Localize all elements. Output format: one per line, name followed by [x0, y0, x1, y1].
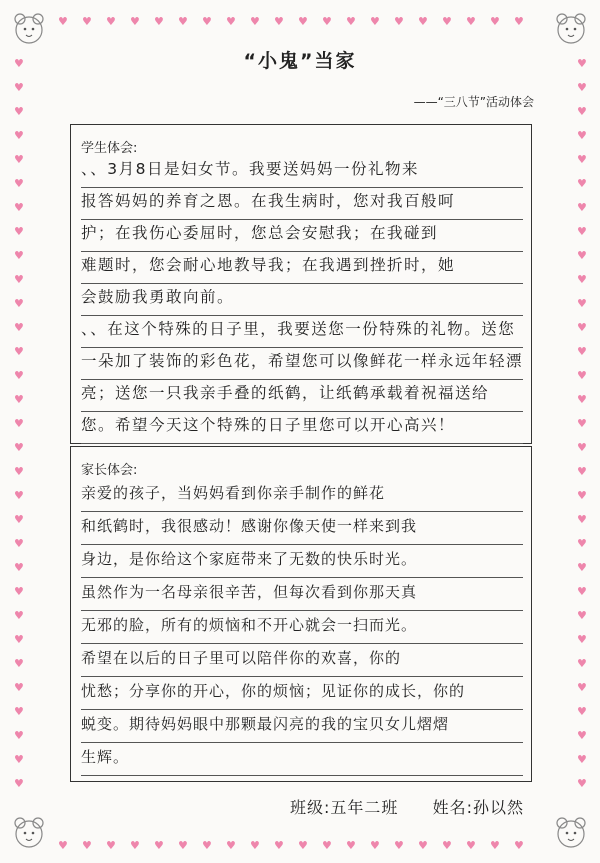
- heart-icon: ♥: [577, 585, 587, 598]
- heart-icon: ♥: [14, 201, 24, 214]
- heart-icon: ♥: [14, 321, 24, 334]
- heart-icon: ♥: [202, 839, 212, 852]
- heart-icon: ♥: [514, 15, 524, 28]
- student-reflection-box: [70, 124, 532, 444]
- heart-icon: ♥: [14, 153, 24, 166]
- heart-icon: ♥: [14, 609, 24, 622]
- heart-icon: ♥: [298, 839, 308, 852]
- heart-icon: ♥: [322, 15, 332, 28]
- heart-icon: ♥: [14, 753, 24, 766]
- heart-icon: ♥: [490, 839, 500, 852]
- student-line: 护；在我伤心委屈时，您总会安慰我；在我碰到: [81, 219, 523, 252]
- name-value: 孙以然: [473, 798, 525, 817]
- heart-icon: ♥: [577, 729, 587, 742]
- heart-icon: ♥: [202, 15, 212, 28]
- heart-icon: ♥: [577, 753, 587, 766]
- heart-icon: ♥: [577, 57, 587, 70]
- parent-reflection-box: [70, 446, 532, 782]
- heart-icon: ♥: [14, 393, 24, 406]
- parent-line: 和纸鹤时，我很感动！感谢你像天使一样来到我: [81, 512, 523, 545]
- heart-icon: ♥: [14, 177, 24, 190]
- heart-icon: ♥: [274, 839, 284, 852]
- parent-section-label: 家长体会:: [81, 463, 138, 478]
- heart-icon: ♥: [106, 15, 116, 28]
- heart-icon: ♥: [298, 15, 308, 28]
- heart-icon: ♥: [14, 417, 24, 430]
- heart-icon: ♥: [14, 57, 24, 70]
- heart-icon: ♥: [577, 345, 587, 358]
- heart-icon: ♥: [14, 345, 24, 358]
- page-subtitle: ——“三八节”活动体会: [413, 95, 534, 109]
- bear-doodle-icon: [550, 812, 592, 854]
- heart-icon: ♥: [577, 633, 587, 646]
- heart-icon: ♥: [250, 839, 260, 852]
- heart-icon: ♥: [577, 561, 587, 574]
- heart-icon: ♥: [577, 657, 587, 670]
- heart-icon: ♥: [577, 177, 587, 190]
- student-line: 亮；送您一只我亲手叠的纸鹤，让纸鹤承载着祝福送给: [81, 379, 523, 412]
- heart-icon: ♥: [14, 297, 24, 310]
- heart-icon: ♥: [577, 297, 587, 310]
- heart-icon: ♥: [577, 441, 587, 454]
- heart-icon: ♥: [154, 839, 164, 852]
- parent-line: 忧愁；分享你的开心，你的烦恼；见证你的成长，你的: [81, 677, 523, 710]
- parent-line: 身边，是你给这个家庭带来了无数的快乐时光。: [81, 545, 523, 578]
- heart-icon: ♥: [577, 417, 587, 430]
- heart-icon: ♥: [14, 537, 24, 550]
- heart-icon: ♥: [130, 839, 140, 852]
- heart-icon: ♥: [82, 839, 92, 852]
- heart-icon: ♥: [226, 839, 236, 852]
- heart-icon: ♥: [178, 839, 188, 852]
- heart-icon: ♥: [14, 105, 24, 118]
- heart-icon: ♥: [394, 839, 404, 852]
- parent-line: 蜕变。期待妈妈眼中那颗最闪亮的我的宝贝女儿熠熠: [81, 710, 523, 743]
- heart-icon: ♥: [466, 839, 476, 852]
- parent-line: 亲爱的孩子，当妈妈看到你亲手制作的鲜花: [81, 479, 523, 512]
- heart-icon: ♥: [14, 441, 24, 454]
- heart-icon: ♥: [82, 15, 92, 28]
- heart-icon: ♥: [577, 465, 587, 478]
- student-line: 、、在这个特殊的日子里，我要送您一份特殊的礼物。送您: [81, 315, 523, 348]
- page-title: “小鬼”当家: [243, 50, 357, 72]
- heart-icon: ♥: [577, 81, 587, 94]
- heart-icon: ♥: [577, 681, 587, 694]
- heart-icon: ♥: [466, 15, 476, 28]
- heart-icon: ♥: [418, 15, 428, 28]
- heart-icon: ♥: [442, 15, 452, 28]
- heart-icon: ♥: [14, 561, 24, 574]
- heart-icon: ♥: [130, 15, 140, 28]
- heart-icon: ♥: [14, 273, 24, 286]
- bear-doodle-icon: [550, 8, 592, 50]
- heart-icon: ♥: [577, 777, 587, 790]
- heart-icon: ♥: [577, 705, 587, 718]
- heart-icon: ♥: [14, 777, 24, 790]
- bear-doodle-icon: [8, 8, 50, 50]
- heart-icon: ♥: [106, 839, 116, 852]
- heart-icon: ♥: [226, 15, 236, 28]
- student-line: 、、3月8日是妇女节。我要送妈妈一份礼物来: [81, 155, 523, 188]
- heart-icon: ♥: [14, 369, 24, 382]
- heart-icon: ♥: [577, 249, 587, 262]
- parent-line: 生辉。: [81, 743, 523, 776]
- heart-icon: ♥: [418, 839, 428, 852]
- heart-icon: ♥: [346, 839, 356, 852]
- heart-icon: ♥: [14, 681, 24, 694]
- heart-icon: ♥: [577, 201, 587, 214]
- heart-icon: ♥: [577, 489, 587, 502]
- student-line: 难题时，您会耐心地教导我；在我遇到挫折时，她: [81, 251, 523, 284]
- heart-icon: ♥: [250, 15, 260, 28]
- signature-line: [290, 795, 524, 818]
- heart-icon: ♥: [58, 15, 68, 28]
- heart-icon: ♥: [14, 585, 24, 598]
- student-line: 会鼓励我勇敢向前。: [81, 283, 523, 316]
- student-line: 报答妈妈的养育之恩。在我生病时，您对我百般呵: [81, 187, 523, 220]
- heart-icon: ♥: [442, 839, 452, 852]
- student-line: 一朵加了装饰的彩色花，希望您可以像鲜花一样永远年轻漂: [81, 347, 523, 380]
- heart-icon: ♥: [14, 489, 24, 502]
- heart-icon: ♥: [577, 129, 587, 142]
- heart-icon: ♥: [14, 225, 24, 238]
- heart-icon: ♥: [274, 15, 284, 28]
- heart-icon: ♥: [14, 657, 24, 670]
- class-value: 五年二班: [330, 798, 399, 817]
- heart-icon: ♥: [577, 153, 587, 166]
- heart-icon: ♥: [346, 15, 356, 28]
- parent-line: 无邪的脸，所有的烦恼和不开心就会一扫而光。: [81, 611, 523, 644]
- heart-icon: ♥: [577, 537, 587, 550]
- heart-icon: ♥: [14, 129, 24, 142]
- name-label: 姓名:: [432, 798, 474, 817]
- heart-icon: ♥: [490, 15, 500, 28]
- bear-doodle-icon: [8, 812, 50, 854]
- heart-icon: ♥: [14, 729, 24, 742]
- heart-icon: ♥: [14, 705, 24, 718]
- heart-icon: ♥: [154, 15, 164, 28]
- heart-icon: ♥: [14, 465, 24, 478]
- heart-icon: ♥: [577, 273, 587, 286]
- heart-icon: ♥: [577, 609, 587, 622]
- parent-line: 虽然作为一名母亲很辛苦，但每次看到你那天真: [81, 578, 523, 611]
- class-label: 班级:: [290, 798, 331, 817]
- heart-icon: ♥: [394, 15, 404, 28]
- heart-icon: ♥: [58, 839, 68, 852]
- heart-icon: ♥: [14, 633, 24, 646]
- heart-icon: ♥: [577, 393, 587, 406]
- student-line: 您。希望今天这个特殊的日子里您可以开心高兴！: [81, 411, 523, 444]
- heart-icon: ♥: [322, 839, 332, 852]
- heart-icon: ♥: [14, 513, 24, 526]
- heart-icon: ♥: [577, 225, 587, 238]
- heart-icon: ♥: [370, 15, 380, 28]
- heart-icon: ♥: [514, 839, 524, 852]
- heart-icon: ♥: [14, 249, 24, 262]
- heart-icon: ♥: [14, 81, 24, 94]
- student-section-label: 学生体会:: [81, 141, 138, 156]
- heart-icon: ♥: [178, 15, 188, 28]
- heart-icon: ♥: [577, 513, 587, 526]
- heart-icon: ♥: [577, 369, 587, 382]
- heart-icon: ♥: [577, 321, 587, 334]
- heart-icon: ♥: [370, 839, 380, 852]
- parent-line: 希望在以后的日子里可以陪伴你的欢喜，你的: [81, 644, 523, 677]
- heart-icon: ♥: [577, 105, 587, 118]
